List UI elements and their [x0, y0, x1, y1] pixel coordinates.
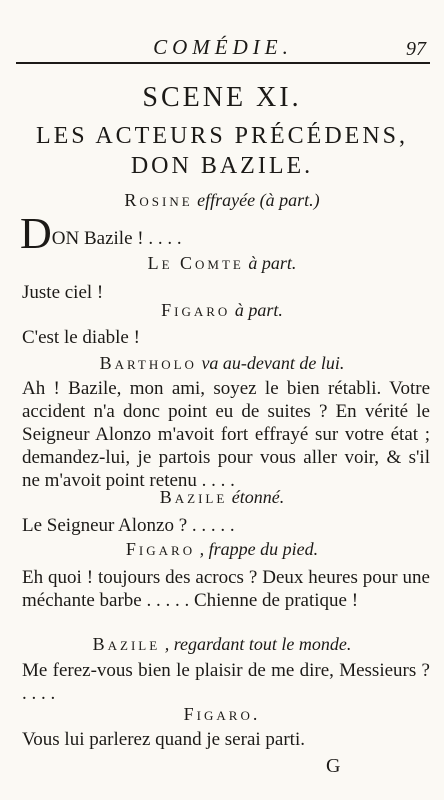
scene-title: SCENE XI. — [142, 82, 302, 113]
cast-line: DON BAZILE. — [130, 153, 314, 179]
stage-direction: , regardant tout le monde. — [164, 634, 352, 654]
header-rule — [16, 62, 430, 64]
cast-list — [0, 121, 444, 181]
speaker-heading — [0, 539, 444, 560]
speech-text: C'est le diable ! — [22, 327, 140, 348]
speaker-heading — [0, 704, 444, 725]
stage-direction: effrayée (à part.) — [197, 190, 320, 210]
speech-text: Ah ! Bazile, mon ami, soyez le bien rétabli. Votre accident n'a donc point eu de suites ? En vérité le Seigneur Alonzo m'avoit fort effrayé sur votre état ; demandez-lui, je partois pour vous aller voir, & s'il ne m'avoit point retenu . . . . — [22, 378, 430, 491]
speaker-name: Figaro — [125, 539, 196, 559]
speaker-name: Bazile — [159, 487, 228, 507]
speaker-heading — [0, 253, 444, 274]
stage-direction: à part. — [248, 253, 297, 273]
stage-direction: , frappe du pied. — [199, 539, 319, 559]
speaker-heading — [0, 190, 444, 211]
stage-direction: à part. — [234, 300, 283, 320]
speech-text: Me ferez-vous bien le plaisir de me dire, Messieurs ? . . . . — [22, 660, 430, 704]
speaker-heading — [0, 487, 444, 508]
page-number: 97 — [406, 38, 426, 60]
speaker-name: Bazile — [92, 634, 161, 654]
speaker-name: Le Comte — [147, 253, 244, 273]
catchword: G — [326, 755, 341, 777]
speaker-heading — [0, 353, 444, 374]
speaker-name: Bartholo — [99, 353, 197, 373]
page-header — [18, 30, 428, 60]
stage-direction: va au-devant de lui. — [201, 353, 345, 373]
speaker-heading — [0, 300, 444, 321]
speaker-name: Figaro — [161, 300, 231, 320]
stage-direction: étonné. — [231, 487, 285, 507]
speech-text: Le Seigneur Alonzo ? . . . . . — [22, 515, 235, 536]
speech-text: ON Bazile ! . . . . — [51, 228, 182, 249]
speech-text: Eh quoi ! toujours des acrocs ? Deux heures pour une méchante barbe . . . . . Chienne de pratique ! — [22, 567, 430, 611]
speech-text: Juste ciel ! — [22, 282, 104, 303]
speaker-name: Rosine — [124, 190, 193, 210]
cast-line: LES ACTEURS PRÉCÉDENS, — [35, 123, 409, 149]
speaker-heading — [0, 634, 444, 655]
running-title: COMÉDIE. — [153, 35, 293, 59]
speech-with-dropcap — [20, 209, 182, 258]
drop-cap: D — [20, 209, 52, 258]
speaker-name: Figaro. — [183, 704, 261, 724]
speech-text: Vous lui parlerez quand je serai parti. — [22, 729, 305, 750]
